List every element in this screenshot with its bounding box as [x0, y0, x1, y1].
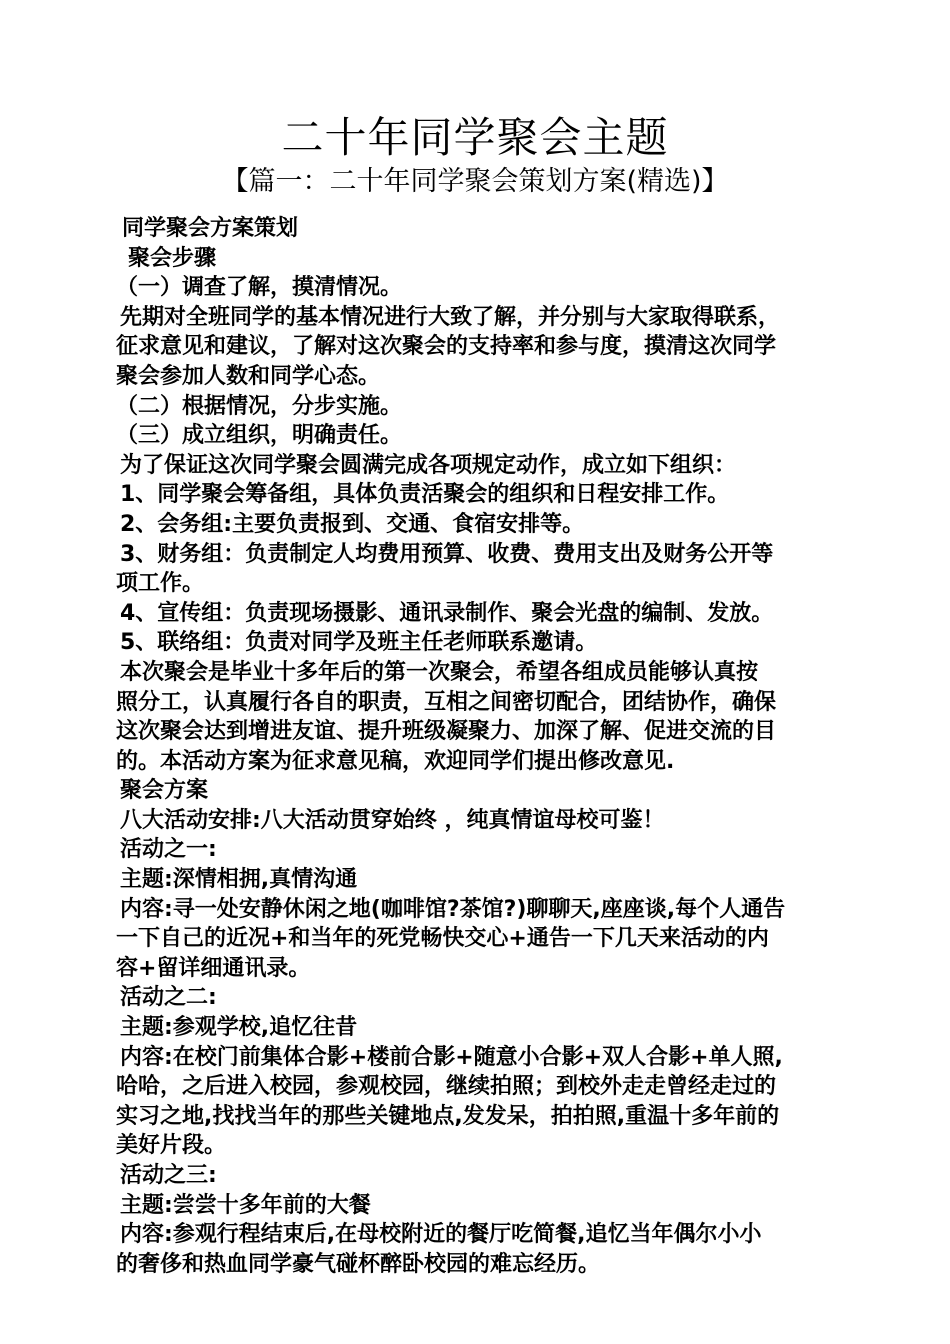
list-item: 1、同学聚会筹备组，具体负责活聚会的组织和日程安排工作。 [120, 482, 730, 508]
activity-theme: 主题:深情相拥,真情沟通 [120, 867, 358, 893]
paragraph-line: 的。本活动方案为征求意见稿，欢迎同学们提出修改意见. [116, 748, 675, 774]
list-item: 3、财务组：负责制定人均费用预算、收费、费用支出及财务公开等 [120, 541, 774, 567]
paragraph-line: 聚会参加人数和同学心态。 [116, 363, 381, 389]
paragraph-line: 照分工，认真履行各自的职责，互相之间密切配合，团结协作，确保 [116, 689, 777, 715]
activity-content: 内容:寻一处安静休闲之地(咖啡馆?茶馆?)聊聊天,座座谈,每个人通告 [120, 896, 786, 922]
list-item: 5、联络组：负责对同学及班主任老师联系邀请。 [120, 630, 598, 656]
paragraph-line: 本次聚会是毕业十多年后的第一次聚会，希望各组成员能够认真按 [120, 659, 759, 685]
activity-content: 内容:在校门前集体合影+楼前合影+随意小合影+双人合影+单人照, [120, 1044, 783, 1070]
document-body [116, 214, 838, 1279]
step-heading: （三）成立组织，明确责任。 [116, 423, 403, 449]
paragraph-line: 先期对全班同学的基本情况进行大致了解，并分别与大家取得联系， [120, 304, 781, 330]
section-heading: 同学聚会方案策划 [122, 216, 299, 241]
paragraph-line: 八大活动安排:八大活动贯穿始终 ，纯真情谊母校可鉴！ [120, 807, 665, 833]
activity-content: 的奢侈和热血同学豪气碰杯醉卧校园的难忘经历。 [116, 1251, 601, 1277]
section-heading: 聚会步骤 [128, 245, 217, 271]
step-heading: （一）调查了解，摸清情况。 [116, 275, 403, 301]
activity-content: 一下自己的近况+和当年的死党畅快交心+通告一下几天来活动的内 [116, 926, 769, 952]
document-subtitle: 【篇一：二十年同学聚会策划方案(精选)】 [221, 166, 729, 197]
activity-heading: 活动之一: [120, 837, 217, 863]
step-heading: （二）根据情况，分步实施。 [116, 393, 403, 419]
activity-content: 美好片段。 [116, 1133, 227, 1159]
list-item-continuation: 项工作。 [116, 571, 205, 597]
activity-content: 哈哈，之后进入校园，参观校园，继续拍照；到校外走走曾经走过的 [116, 1074, 777, 1100]
activity-content: 内容:参观行程结束后,在母校附近的餐厅吃简餐,追忆当年偶尔小小 [120, 1222, 762, 1248]
list-item: 4、宣传组：负责现场摄影、通讯录制作、聚会光盘的编制、发放。 [120, 600, 774, 626]
activity-heading: 活动之三: [120, 1163, 217, 1188]
document-title: 二十年同学聚会主题 [281, 113, 669, 162]
activity-theme: 主题:参观学校,追忆往昔 [120, 1015, 358, 1041]
paragraph-line: 这次聚会达到增进友谊、提升班级凝聚力、加深了解、促进交流的目 [116, 719, 777, 745]
paragraph-line: 为了保证这次同学聚会圆满完成各项规定动作，成立如下组织： [120, 452, 737, 478]
activity-heading: 活动之二: [120, 985, 217, 1011]
activity-theme: 主题:尝尝十多年前的大餐 [120, 1192, 371, 1218]
activity-content: 容+留详细通讯录。 [116, 955, 311, 981]
section-heading: 聚会方案 [120, 778, 209, 804]
list-item: 2、会务组:主要负责报到、交通、食宿安排等。 [120, 511, 585, 537]
paragraph-line: 征求意见和建议，了解对这次聚会的支持率和参与度，摸清这次同学 [116, 334, 777, 360]
activity-content: 实习之地,找找当年的那些关键地点,发发呆，拍拍照,重温十多年前的 [116, 1103, 780, 1129]
